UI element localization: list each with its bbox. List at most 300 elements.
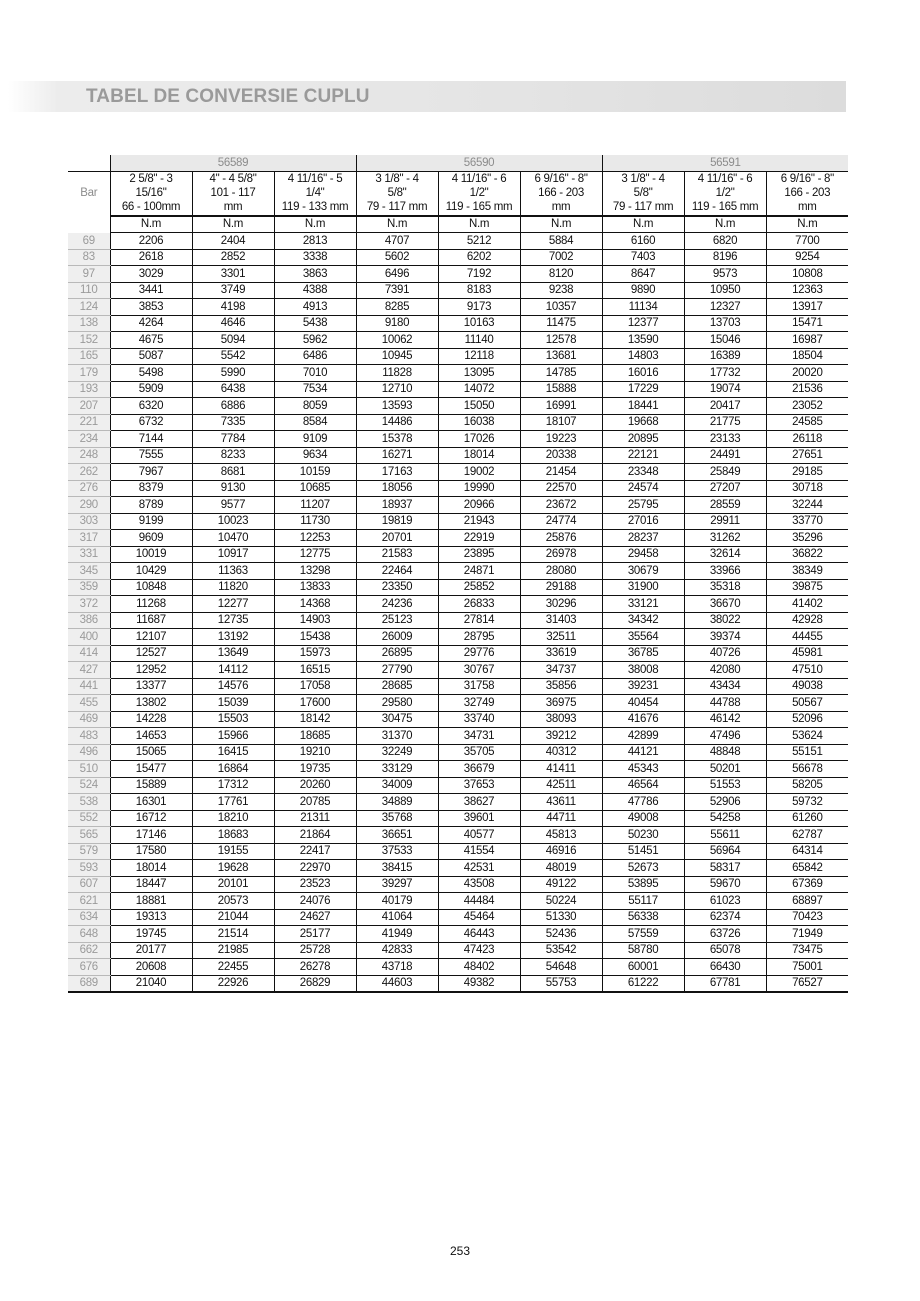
torque-value-cell: 2852 — [192, 249, 274, 266]
torque-value-cell: 35564 — [602, 629, 684, 646]
torque-value-cell: 20101 — [192, 876, 274, 893]
torque-value-cell: 11820 — [192, 579, 274, 596]
torque-value-cell: 16016 — [602, 365, 684, 382]
torque-value-cell: 14653 — [110, 728, 192, 745]
torque-value-cell: 14803 — [602, 348, 684, 365]
torque-value-cell: 25849 — [684, 464, 766, 481]
torque-value-cell: 61260 — [766, 810, 848, 827]
torque-value-cell: 29911 — [684, 513, 766, 530]
torque-value-cell: 8059 — [274, 398, 356, 415]
size-header-cell — [684, 171, 766, 216]
torque-value-cell: 56678 — [766, 761, 848, 778]
table-row — [68, 761, 848, 778]
unit-cell: N.m — [356, 216, 438, 233]
model-header-56590: 56590 — [356, 155, 602, 171]
torque-value-cell: 45464 — [438, 909, 520, 926]
torque-value-cell: 7391 — [356, 282, 438, 299]
torque-value-cell: 55611 — [684, 827, 766, 844]
torque-value-cell: 38415 — [356, 860, 438, 877]
torque-value-cell: 46916 — [520, 843, 602, 860]
torque-value-cell: 18683 — [192, 827, 274, 844]
torque-value-cell: 58205 — [766, 777, 848, 794]
torque-value-cell: 68897 — [766, 893, 848, 910]
torque-value-cell: 29776 — [438, 645, 520, 662]
torque-value-cell: 53542 — [520, 942, 602, 959]
torque-value-cell: 28237 — [602, 530, 684, 547]
bar-value-cell: 83 — [68, 249, 110, 266]
torque-value-cell: 10357 — [520, 299, 602, 316]
torque-value-cell: 44455 — [766, 629, 848, 646]
table-row — [68, 497, 848, 514]
torque-value-cell: 42080 — [684, 662, 766, 679]
unit-corner-cell — [68, 216, 110, 233]
size-header-line: 5/8" — [387, 186, 407, 199]
torque-value-cell: 5962 — [274, 332, 356, 349]
model-header-56589: 56589 — [110, 155, 356, 171]
bar-value-cell: 221 — [68, 414, 110, 431]
torque-value-cell: 38022 — [684, 612, 766, 629]
size-header-line: 1/2" — [469, 186, 489, 199]
bar-value-cell: 579 — [68, 843, 110, 860]
torque-value-cell: 25852 — [438, 579, 520, 596]
bar-value-cell: 662 — [68, 942, 110, 959]
table-row — [68, 249, 848, 266]
bar-value-cell: 303 — [68, 513, 110, 530]
torque-value-cell: 27651 — [766, 447, 848, 464]
torque-value-cell: 20785 — [274, 794, 356, 811]
torque-value-cell: 9890 — [602, 282, 684, 299]
torque-value-cell: 12253 — [274, 530, 356, 547]
torque-value-cell: 36975 — [520, 695, 602, 712]
bar-value-cell: 110 — [68, 282, 110, 299]
unit-cell: N.m — [438, 216, 520, 233]
torque-value-cell: 20338 — [520, 447, 602, 464]
torque-value-cell: 18056 — [356, 480, 438, 497]
torque-value-cell: 8647 — [602, 266, 684, 283]
bar-value-cell: 345 — [68, 563, 110, 580]
torque-value-cell: 6820 — [684, 233, 766, 250]
bar-value-cell: 207 — [68, 398, 110, 415]
torque-value-cell: 32249 — [356, 744, 438, 761]
torque-value-cell: 35318 — [684, 579, 766, 596]
torque-value-cell: 58780 — [602, 942, 684, 959]
torque-value-cell: 12775 — [274, 546, 356, 563]
unit-cell: N.m — [274, 216, 356, 233]
torque-value-cell: 45981 — [766, 645, 848, 662]
torque-value-cell: 13917 — [766, 299, 848, 316]
torque-value-cell: 33770 — [766, 513, 848, 530]
table-row — [68, 464, 848, 481]
torque-value-cell: 46443 — [438, 926, 520, 943]
bar-value-cell: 386 — [68, 612, 110, 629]
torque-value-cell: 39297 — [356, 876, 438, 893]
torque-value-cell: 41949 — [356, 926, 438, 943]
torque-value-cell: 9173 — [438, 299, 520, 316]
torque-value-cell: 21040 — [110, 975, 192, 992]
unit-header-row — [68, 216, 848, 233]
torque-value-cell: 7403 — [602, 249, 684, 266]
torque-value-cell: 27814 — [438, 612, 520, 629]
torque-value-cell: 21454 — [520, 464, 602, 481]
torque-value-cell: 36785 — [602, 645, 684, 662]
torque-value-cell: 51330 — [520, 909, 602, 926]
torque-value-cell: 64314 — [766, 843, 848, 860]
table-row — [68, 282, 848, 299]
torque-value-cell: 17026 — [438, 431, 520, 448]
size-header-cell — [274, 171, 356, 216]
torque-value-cell: 16991 — [520, 398, 602, 415]
torque-value-cell: 18441 — [602, 398, 684, 415]
table-row — [68, 513, 848, 530]
torque-value-cell: 12735 — [192, 612, 274, 629]
torque-value-cell: 10945 — [356, 348, 438, 365]
table-row — [68, 315, 848, 332]
torque-value-cell: 12327 — [684, 299, 766, 316]
torque-value-cell: 20260 — [274, 777, 356, 794]
torque-value-cell: 12277 — [192, 596, 274, 613]
torque-value-cell: 23672 — [520, 497, 602, 514]
bar-value-cell: 248 — [68, 447, 110, 464]
torque-value-cell: 30475 — [356, 711, 438, 728]
torque-value-cell: 22570 — [520, 480, 602, 497]
torque-value-cell: 39231 — [602, 678, 684, 695]
torque-value-cell: 19074 — [684, 381, 766, 398]
torque-value-cell: 7555 — [110, 447, 192, 464]
torque-value-cell: 24491 — [684, 447, 766, 464]
bar-value-cell: 427 — [68, 662, 110, 679]
torque-value-cell: 44788 — [684, 695, 766, 712]
torque-value-cell: 42531 — [438, 860, 520, 877]
torque-value-cell: 25795 — [602, 497, 684, 514]
torque-value-cell: 6160 — [602, 233, 684, 250]
torque-value-cell: 23895 — [438, 546, 520, 563]
torque-value-cell: 14486 — [356, 414, 438, 431]
torque-value-cell: 52096 — [766, 711, 848, 728]
size-header-cell — [192, 171, 274, 216]
torque-value-cell: 44603 — [356, 975, 438, 992]
torque-value-cell: 51553 — [684, 777, 766, 794]
bar-value-cell: 414 — [68, 645, 110, 662]
torque-value-cell: 9130 — [192, 480, 274, 497]
torque-value-cell: 20895 — [602, 431, 684, 448]
torque-value-cell: 61222 — [602, 975, 684, 992]
table-row — [68, 447, 848, 464]
torque-value-cell: 30767 — [438, 662, 520, 679]
torque-value-cell: 47496 — [684, 728, 766, 745]
torque-value-cell: 16415 — [192, 744, 274, 761]
size-header-line: 166 - 203 — [538, 186, 584, 199]
torque-value-cell: 9609 — [110, 530, 192, 547]
torque-value-cell: 31262 — [684, 530, 766, 547]
torque-value-cell: 22464 — [356, 563, 438, 580]
torque-value-cell: 37653 — [438, 777, 520, 794]
torque-value-cell: 26895 — [356, 645, 438, 662]
torque-value-cell: 9254 — [766, 249, 848, 266]
size-header-line: 3 1/8" - 4 — [375, 172, 419, 185]
torque-value-cell: 20966 — [438, 497, 520, 514]
torque-value-cell: 24076 — [274, 893, 356, 910]
torque-value-cell: 16712 — [110, 810, 192, 827]
torque-value-cell: 11687 — [110, 612, 192, 629]
torque-value-cell: 21044 — [192, 909, 274, 926]
bar-value-cell: 648 — [68, 926, 110, 943]
torque-value-cell: 15438 — [274, 629, 356, 646]
torque-value-cell: 13833 — [274, 579, 356, 596]
table-row — [68, 629, 848, 646]
torque-value-cell: 45343 — [602, 761, 684, 778]
torque-value-cell: 26829 — [274, 975, 356, 992]
size-header-line: 4" - 4 5/8" — [209, 172, 257, 185]
table-row — [68, 233, 848, 250]
torque-value-cell: 8285 — [356, 299, 438, 316]
torque-value-cell: 50224 — [520, 893, 602, 910]
torque-value-cell: 53895 — [602, 876, 684, 893]
bar-value-cell: 565 — [68, 827, 110, 844]
bar-value-cell: 331 — [68, 546, 110, 563]
unit-cell: N.m — [684, 216, 766, 233]
table-row — [68, 266, 848, 283]
torque-value-cell: 41402 — [766, 596, 848, 613]
torque-value-cell: 7534 — [274, 381, 356, 398]
torque-value-cell: 3338 — [274, 249, 356, 266]
torque-value-cell: 14576 — [192, 678, 274, 695]
size-header-line: 1/4" — [305, 186, 325, 199]
table-row — [68, 662, 848, 679]
bar-value-cell: 372 — [68, 596, 110, 613]
bar-value-cell: 124 — [68, 299, 110, 316]
torque-value-cell: 32614 — [684, 546, 766, 563]
model-header-56591: 56591 — [602, 155, 848, 171]
torque-value-cell: 15065 — [110, 744, 192, 761]
torque-value-cell: 47786 — [602, 794, 684, 811]
torque-value-cell: 31370 — [356, 728, 438, 745]
torque-value-cell: 23350 — [356, 579, 438, 596]
bar-value-cell: 317 — [68, 530, 110, 547]
torque-value-cell: 35856 — [520, 678, 602, 695]
torque-value-cell: 48019 — [520, 860, 602, 877]
torque-value-cell: 7192 — [438, 266, 520, 283]
torque-value-cell: 65078 — [684, 942, 766, 959]
torque-value-cell: 14785 — [520, 365, 602, 382]
bar-value-cell: 359 — [68, 579, 110, 596]
torque-value-cell: 17058 — [274, 678, 356, 695]
torque-value-cell: 23348 — [602, 464, 684, 481]
torque-value-cell: 22926 — [192, 975, 274, 992]
torque-value-cell: 66430 — [684, 959, 766, 976]
torque-value-cell: 38349 — [766, 563, 848, 580]
table-row — [68, 431, 848, 448]
torque-value-cell: 34342 — [602, 612, 684, 629]
torque-value-cell: 65842 — [766, 860, 848, 877]
torque-value-cell: 10019 — [110, 546, 192, 563]
torque-value-cell: 10685 — [274, 480, 356, 497]
torque-value-cell: 40577 — [438, 827, 520, 844]
torque-value-cell: 41676 — [602, 711, 684, 728]
table-row — [68, 728, 848, 745]
size-header-line: 4 11/16" - 6 — [697, 172, 753, 185]
torque-value-cell: 16301 — [110, 794, 192, 811]
size-header-line: 6 9/16" - 8" — [780, 172, 834, 185]
size-header-cell — [602, 171, 684, 216]
bar-value-cell: 510 — [68, 761, 110, 778]
torque-value-cell: 28559 — [684, 497, 766, 514]
torque-value-cell: 10023 — [192, 513, 274, 530]
torque-value-cell: 3749 — [192, 282, 274, 299]
torque-value-cell: 33121 — [602, 596, 684, 613]
bar-value-cell: 552 — [68, 810, 110, 827]
torque-value-cell: 39212 — [520, 728, 602, 745]
torque-value-cell: 31403 — [520, 612, 602, 629]
page-number: 253 — [449, 1244, 471, 1258]
torque-value-cell: 39601 — [438, 810, 520, 827]
unit-cell: N.m — [520, 216, 602, 233]
torque-value-cell: 2404 — [192, 233, 274, 250]
torque-value-cell: 24574 — [602, 480, 684, 497]
torque-value-cell: 19313 — [110, 909, 192, 926]
torque-value-cell: 4198 — [192, 299, 274, 316]
torque-value-cell: 32244 — [766, 497, 848, 514]
torque-value-cell: 11140 — [438, 332, 520, 349]
torque-value-cell: 15046 — [684, 332, 766, 349]
torque-value-cell: 39875 — [766, 579, 848, 596]
torque-value-cell: 26978 — [520, 546, 602, 563]
torque-value-cell: 8681 — [192, 464, 274, 481]
torque-value-cell: 42511 — [520, 777, 602, 794]
torque-value-cell: 22970 — [274, 860, 356, 877]
torque-value-cell: 16038 — [438, 414, 520, 431]
bar-value-cell: 621 — [68, 893, 110, 910]
torque-value-cell: 5087 — [110, 348, 192, 365]
torque-value-cell: 24236 — [356, 596, 438, 613]
torque-value-cell: 19735 — [274, 761, 356, 778]
torque-value-cell: 47423 — [438, 942, 520, 959]
torque-value-cell: 46142 — [684, 711, 766, 728]
size-header-line: mm — [551, 201, 571, 214]
bar-value-cell: 593 — [68, 860, 110, 877]
torque-value-cell: 44484 — [438, 893, 520, 910]
torque-value-cell: 75001 — [766, 959, 848, 976]
size-header-line: 101 - 117 — [210, 186, 256, 199]
torque-value-cell: 10917 — [192, 546, 274, 563]
torque-value-cell: 62374 — [684, 909, 766, 926]
torque-value-cell: 40726 — [684, 645, 766, 662]
table-row — [68, 546, 848, 563]
table-row — [68, 777, 848, 794]
torque-value-cell: 10808 — [766, 266, 848, 283]
torque-value-cell: 3301 — [192, 266, 274, 283]
torque-value-cell: 5990 — [192, 365, 274, 382]
torque-value-cell: 53624 — [766, 728, 848, 745]
table-row — [68, 579, 848, 596]
size-header-line: 3 1/8" - 4 — [621, 172, 665, 185]
torque-value-cell: 62787 — [766, 827, 848, 844]
torque-value-cell: 20020 — [766, 365, 848, 382]
torque-value-cell: 19210 — [274, 744, 356, 761]
table-body — [68, 233, 848, 993]
size-header-line: 1/2" — [715, 186, 735, 199]
torque-value-cell: 71949 — [766, 926, 848, 943]
torque-value-cell: 18014 — [438, 447, 520, 464]
table-row — [68, 480, 848, 497]
torque-value-cell: 19002 — [438, 464, 520, 481]
bar-value-cell: 193 — [68, 381, 110, 398]
torque-value-cell: 32749 — [438, 695, 520, 712]
torque-value-cell: 23133 — [684, 431, 766, 448]
size-header-cell — [766, 171, 848, 216]
torque-value-cell: 18107 — [520, 414, 602, 431]
torque-value-cell: 15888 — [520, 381, 602, 398]
torque-value-cell: 43718 — [356, 959, 438, 976]
size-header-line: 119 - 165 mm — [445, 201, 513, 214]
torque-value-cell: 34889 — [356, 794, 438, 811]
torque-value-cell: 8789 — [110, 497, 192, 514]
table-row — [68, 975, 848, 992]
torque-value-cell: 44121 — [602, 744, 684, 761]
torque-value-cell: 52673 — [602, 860, 684, 877]
torque-value-cell: 24871 — [438, 563, 520, 580]
torque-value-cell: 2206 — [110, 233, 192, 250]
table-row — [68, 381, 848, 398]
table-row — [68, 794, 848, 811]
torque-value-cell: 15889 — [110, 777, 192, 794]
torque-value-cell: 17600 — [274, 695, 356, 712]
size-header-cell — [438, 171, 520, 216]
torque-value-cell: 19668 — [602, 414, 684, 431]
torque-value-cell: 34731 — [438, 728, 520, 745]
torque-value-cell: 5212 — [438, 233, 520, 250]
torque-value-cell: 17580 — [110, 843, 192, 860]
unit-cell: N.m — [192, 216, 274, 233]
size-header-line: 119 - 165 mm — [691, 201, 759, 214]
torque-value-cell: 15503 — [192, 711, 274, 728]
torque-value-cell: 35296 — [766, 530, 848, 547]
torque-value-cell: 55753 — [520, 975, 602, 992]
torque-value-cell: 20177 — [110, 942, 192, 959]
torque-value-cell: 13703 — [684, 315, 766, 332]
torque-value-cell: 18447 — [110, 876, 192, 893]
torque-value-cell: 9199 — [110, 513, 192, 530]
table-row — [68, 893, 848, 910]
torque-value-cell: 15039 — [192, 695, 274, 712]
torque-value-cell: 21864 — [274, 827, 356, 844]
bar-value-cell: 179 — [68, 365, 110, 382]
bar-value-cell: 524 — [68, 777, 110, 794]
torque-value-cell: 43508 — [438, 876, 520, 893]
torque-conversion-table — [68, 155, 848, 993]
torque-value-cell: 63726 — [684, 926, 766, 943]
torque-value-cell: 50567 — [766, 695, 848, 712]
torque-value-cell: 2813 — [274, 233, 356, 250]
torque-value-cell: 25728 — [274, 942, 356, 959]
torque-value-cell: 21775 — [684, 414, 766, 431]
torque-value-cell: 49382 — [438, 975, 520, 992]
torque-value-cell: 50201 — [684, 761, 766, 778]
torque-value-cell: 35768 — [356, 810, 438, 827]
table-row — [68, 810, 848, 827]
torque-value-cell: 20608 — [110, 959, 192, 976]
bar-value-cell: 538 — [68, 794, 110, 811]
torque-value-cell: 8196 — [684, 249, 766, 266]
torque-value-cell: 4913 — [274, 299, 356, 316]
torque-value-cell: 41554 — [438, 843, 520, 860]
torque-value-cell: 54258 — [684, 810, 766, 827]
torque-value-cell: 54648 — [520, 959, 602, 976]
torque-value-cell: 28080 — [520, 563, 602, 580]
torque-value-cell: 7335 — [192, 414, 274, 431]
torque-value-cell: 5498 — [110, 365, 192, 382]
torque-value-cell: 14072 — [438, 381, 520, 398]
torque-value-cell: 10159 — [274, 464, 356, 481]
